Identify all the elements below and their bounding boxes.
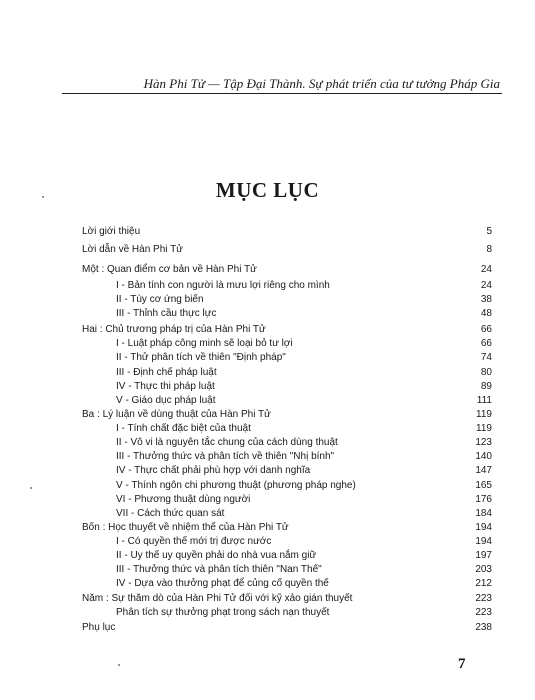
toc-title: MỤC LỤC [215,178,320,202]
toc-entry [82,563,492,577]
toc-entry-page: 176 [475,494,492,505]
toc-entry [82,493,492,507]
toc-entry-text: V - Thính ngôn chi phương thuật (phương pháp nghe) [116,480,356,491]
toc-entry [82,479,492,493]
toc-entry-text: II - Vô vi là nguyên tắc chung của cách dùng thuật [116,437,338,448]
toc-entry-text: II - Tùy cơ ứng biến [116,294,204,305]
toc-entry-page: 223 [475,607,492,618]
toc-entry-page: 89 [480,381,492,392]
toc-entry-text: I - Tính chất đặc biệt của thuật [116,423,251,434]
toc-entry-page: 119 [476,409,492,420]
toc-entry [82,436,492,450]
toc-entry [82,507,492,521]
toc-entry [82,243,492,257]
toc-entry-text: Ba : Lý luận về dùng thuật của Hàn Phi Tử [82,409,271,420]
toc-entry-text: I - Luật pháp công minh sẽ loại bỏ tư lợi [116,338,293,349]
toc-entry-page: 111 [476,395,492,406]
toc-entry [82,621,492,635]
scan-speck [42,196,44,198]
toc-entry [82,606,492,620]
toc-entry-text: III - Định chế pháp luật [116,367,217,378]
toc-entry-page: 24 [480,280,492,291]
toc-entry-page: 223 [475,593,492,604]
toc-entry [82,464,492,478]
toc-entry-page: 140 [475,451,492,462]
toc-entry [82,293,492,307]
toc-entry-text: I - Bản tính con người là mưu lợi riêng cho mình [116,280,330,291]
toc-entry-page: 194 [475,522,492,533]
scan-speck [30,487,32,489]
toc-entry-page: 8 [486,244,492,255]
toc-entry-text: Năm : Sự thăm dò của Hàn Phi Tử đối với kỹ xảo gián thuyết [82,593,353,604]
toc-entry [82,279,492,293]
toc-entry-text: Phụ lục [82,622,116,633]
toc-entry-page: 147 [475,465,492,476]
toc-entry [82,394,492,408]
toc-entry [82,408,492,422]
toc-entry-page: 74 [480,352,492,363]
toc-entry [82,422,492,436]
toc-entry-text: III - Thưởng thức và phân tích về thiên "Nhị bính" [116,451,335,462]
toc-entry-text: Một : Quan điểm cơ bản về Hàn Phi Tử [82,264,257,275]
toc-entry [82,380,492,394]
scan-speck [118,664,120,666]
toc-entry-page: 66 [480,338,492,349]
toc-entry-page: 80 [480,367,492,378]
toc-entry [82,323,492,337]
toc-entry-page: 24 [480,264,492,275]
toc-entry-text: VII - Cách thức quan sát [116,508,225,519]
running-header: Hàn Phi Tử — Tập Đại Thành. Sự phát triển của tư tưởng Pháp Gia [143,76,500,91]
toc-entry-page: 165 [475,480,492,491]
toc-entry [82,263,492,277]
toc-entry-page: 197 [475,550,492,561]
toc-entry-text: IV - Dựa vào thưởng phạt để củng cố quyền thế [116,578,329,589]
toc-entry [82,549,492,563]
toc-entry-page: 119 [476,423,492,434]
toc-entry [82,535,492,549]
toc-entry-text: IV - Thực thi pháp luật [116,381,215,392]
toc-entry-page: 5 [486,226,492,237]
toc-entry-text: Hai : Chủ trương pháp trị của Hàn Phi Tử [82,324,266,335]
toc-entry-page: 66 [480,324,492,335]
toc-entry-text: IV - Thực chất phải phù hợp với danh nghĩa [116,465,311,476]
toc-entry-text: Lời giới thiệu [82,226,141,237]
toc-entry-page: 38 [480,294,492,305]
toc-entry [82,351,492,365]
toc-entry [82,307,492,321]
toc-entry-text: VI - Phương thuật dùng người [116,494,251,505]
toc-entry-text: II - Uy thế uy quyền phải do nhà vua nắm giữ [116,550,317,561]
toc-entry [82,337,492,351]
toc-entry [82,225,492,239]
toc-entry-page: 212 [475,578,492,589]
toc-entry [82,450,492,464]
toc-entry-text: Phân tích sự thưởng phạt trong sách nạn thuyết [116,607,330,618]
toc-entry-text: V - Giáo dục pháp luật [116,395,216,406]
toc-entry-text: II - Thử phân tích về thiên "Định pháp" [116,352,286,363]
toc-entry-text: III - Thưởng thức và phân tích thiên "Nan Thế" [116,564,322,575]
toc-entry-page: 123 [475,437,492,448]
toc-entry-text: Bốn : Học thuyết về nhiệm thế của Hàn Phi Tử [82,522,289,533]
toc-entry-text: I - Có quyền thế mới trị được nước [116,536,272,547]
toc-entry-page: 184 [475,508,492,519]
toc-entry-text: Lời dẫn về Hàn Phi Tử [82,244,183,255]
toc-entry [82,577,492,591]
toc-entry-page: 48 [480,308,492,319]
page-number: 7 [458,656,466,672]
toc-entry-page: 194 [475,536,492,547]
toc-entry-page: 238 [475,622,492,633]
toc-entry-text: III - Thỉnh cầu thực lực [116,308,217,319]
toc-entry [82,521,492,535]
toc-entry-page: 203 [475,564,492,575]
toc-entry [82,592,492,606]
toc-entry [82,366,492,380]
